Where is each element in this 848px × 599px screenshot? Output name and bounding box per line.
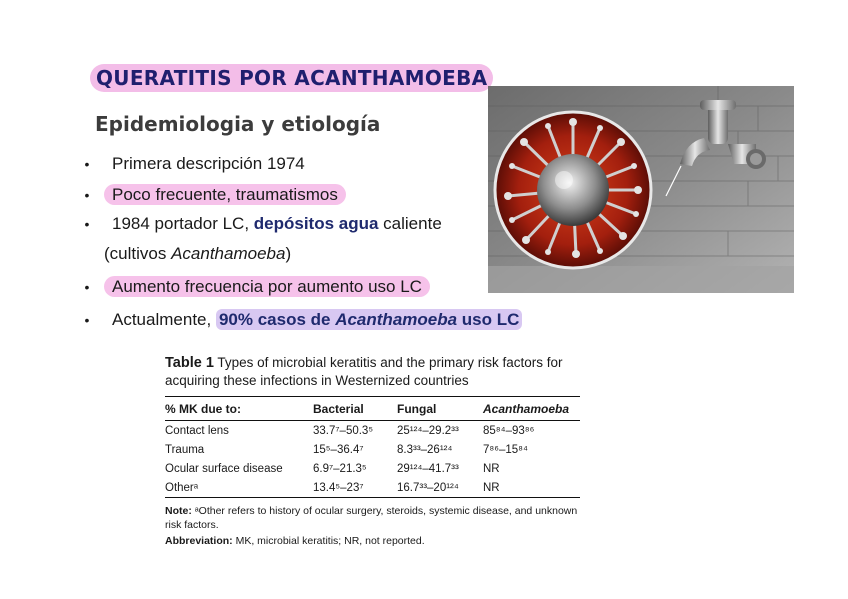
table-cell: 25¹²⁴–29.2³³ bbox=[397, 424, 459, 437]
bullet-text: caliente bbox=[378, 214, 442, 233]
table-cell: Trauma bbox=[165, 443, 205, 456]
table-row bbox=[165, 440, 580, 459]
bullet-dot: • bbox=[84, 312, 90, 328]
table-cell: 15⁵–36.4⁷ bbox=[313, 443, 364, 456]
bullet-dot: • bbox=[84, 216, 90, 232]
table-bottom-rule bbox=[165, 497, 580, 498]
bullet-dot: • bbox=[84, 187, 90, 203]
table-note bbox=[165, 504, 580, 532]
table-header: Bacterial bbox=[313, 402, 364, 416]
note-text: ᵃOther refers to history of ocular surgery, steroids, systemic disease, and unknown risk factors. bbox=[165, 505, 578, 531]
data-table bbox=[165, 397, 580, 497]
bullet-emphasis: uso LC bbox=[457, 310, 520, 329]
bullet-text: 1984 portador LC, bbox=[112, 214, 254, 233]
bullet-dot: • bbox=[84, 279, 90, 295]
slide-subtitle: Epidemiologia y etiología bbox=[95, 112, 381, 136]
table-header: Fungal bbox=[397, 402, 437, 416]
table-header: % MK due to: bbox=[165, 402, 241, 416]
abbreviation-text: MK, microbial keratitis; NR, not reported. bbox=[232, 535, 425, 547]
slide-title: QUERATITIS POR ACANTHAMOEBA bbox=[90, 64, 493, 92]
amoeba-and-faucet-photo bbox=[488, 86, 794, 293]
abbreviation-label: Abbreviation: bbox=[165, 535, 233, 547]
bullet-continuation bbox=[104, 242, 291, 266]
table-cell: Otherᵃ bbox=[165, 481, 199, 494]
table-cell: 8.3³³–26¹²⁴ bbox=[397, 443, 453, 456]
bullet-emphasis-italic: Acanthamoeba bbox=[335, 310, 458, 329]
table-header-row bbox=[165, 397, 580, 420]
bullet-text: (cultivos bbox=[104, 244, 172, 263]
bullet-emphasis: 90% casos de bbox=[218, 310, 336, 329]
table-row bbox=[165, 421, 580, 440]
table-cell: 33.7⁷–50.3⁵ bbox=[313, 424, 374, 437]
table-row bbox=[165, 459, 580, 478]
table-cell: 16.7³³–20¹²⁴ bbox=[397, 481, 459, 494]
table-cell: Ocular surface disease bbox=[165, 462, 283, 475]
bullet-dot: • bbox=[84, 156, 90, 172]
table-caption-label: Table 1 bbox=[165, 355, 214, 371]
bullet-text: Actualmente, bbox=[112, 310, 216, 329]
note-label: Note: bbox=[165, 505, 192, 517]
table-row bbox=[165, 478, 580, 497]
table-cell: Contact lens bbox=[165, 424, 229, 437]
table-cell: 29¹²⁴–41.7³³ bbox=[397, 462, 459, 475]
risk-factors-table bbox=[165, 354, 580, 548]
table-header: Acanthamoeba bbox=[483, 402, 570, 416]
bullet-text: Aumento frecuencia por aumento uso LC bbox=[104, 276, 430, 297]
table-caption-text: Types of microbial keratitis and the primary risk factors for acquiring these infections in Westernized countries bbox=[165, 355, 563, 388]
bullet-text: Primera descripción 1974 bbox=[112, 154, 305, 173]
table-cell: NR bbox=[483, 462, 500, 475]
table-cell: 13.4⁵–23⁷ bbox=[313, 481, 364, 494]
table-abbreviation bbox=[165, 534, 580, 548]
bullet-text: Poco frecuente, traumatismos bbox=[104, 184, 346, 205]
bullet-emphasis: depósitos agua bbox=[253, 214, 379, 233]
table-cell: NR bbox=[483, 481, 500, 494]
table-cell: 85⁸⁴–93⁸⁶ bbox=[483, 424, 535, 437]
bullet-italic: Acanthamoeba bbox=[171, 244, 286, 263]
bullet-text: ) bbox=[285, 244, 292, 263]
table-cell: 6.9⁷–21.3⁵ bbox=[313, 462, 367, 475]
table-caption bbox=[165, 354, 580, 390]
table-cell: 7⁸⁶–15⁸⁴ bbox=[483, 443, 528, 456]
